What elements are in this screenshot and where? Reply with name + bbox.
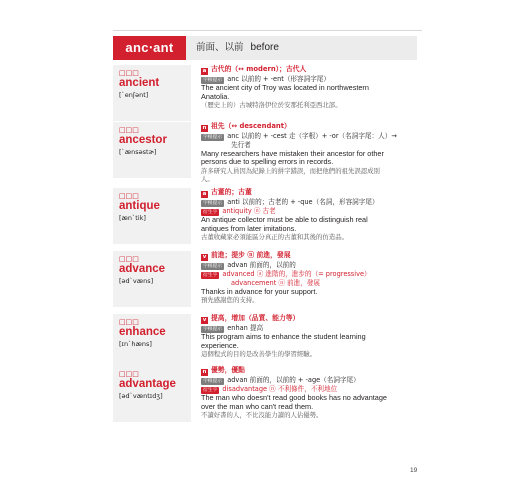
morph-line-cont: 先行者 — [231, 141, 251, 149]
example-zh-cont: 人。 — [201, 175, 214, 184]
example-zh: （歷史上的）古城特洛伊位於安那托利亞西北部。 — [201, 101, 342, 110]
derivative-tag: 衍生字 — [203, 210, 218, 215]
morph-tag: 字根提示 — [203, 379, 223, 384]
sense-text: 古代的（↔ modern）；古代人 — [211, 65, 307, 73]
headword: antique — [119, 200, 160, 212]
phonetic: [ˋænsəstɚ] — [119, 148, 157, 156]
derivative-tag: 衍生字 — [203, 273, 218, 278]
definition-panel — [201, 366, 422, 420]
pos-icon: v — [202, 317, 207, 323]
morph-text: enhan 提高 — [227, 324, 264, 332]
pos-icon: n — [202, 369, 207, 375]
headword: ancient — [119, 77, 160, 89]
sense-line — [201, 314, 422, 324]
morph-text: advan 前面的，以前的 — [227, 261, 296, 269]
sense-line — [201, 122, 422, 132]
example-en: An antique collector must be able to distinguish real — [201, 215, 368, 224]
pos-icon: n — [202, 125, 207, 131]
derivative-tag: 衍生字 — [203, 388, 218, 393]
example-en-cont: Anatolia. — [201, 91, 230, 101]
morph-tag: 字根提示 — [203, 201, 223, 206]
sense-line — [201, 366, 422, 376]
sense-text: 提高，增加（品質、能力等） — [211, 314, 300, 322]
definition-panel — [201, 65, 422, 110]
sense-line — [201, 65, 422, 75]
example-zh: 不讀好書的人，不比沒能力讀的人佔優勢。 — [201, 411, 323, 420]
example-en: The man who doesn't read good books has no advantage — [201, 393, 387, 402]
morph-line — [201, 376, 422, 385]
root-label: anc‧ant — [113, 36, 186, 60]
morph-text: anc 以前的 + -ent（形容詞字尾） — [227, 75, 330, 83]
headword-panel — [113, 188, 191, 244]
definition-panel — [201, 314, 422, 359]
headword: advantage — [119, 378, 176, 390]
example-zh: 古董收藏家必須能區分真正的古董和其後的仿造品。 — [201, 233, 348, 242]
derivative-text: advanced ⓐ 進階的，進步的（= progressive） — [222, 270, 371, 278]
sense-text: 優勢，優點 — [211, 366, 245, 374]
root-meaning — [196, 36, 279, 60]
headword-panel — [113, 251, 191, 307]
checkbox-marks: □□□ — [119, 370, 139, 378]
pos-icon: a — [202, 191, 207, 197]
sense-text: 前進；提步 ⓝ 前進，發展 — [211, 251, 291, 259]
morph-tag: 字根提示 — [203, 327, 223, 332]
sense-line — [201, 251, 422, 261]
headword: enhance — [119, 326, 166, 338]
root-meaning-zh: 前面、以前 — [196, 42, 244, 53]
example-en-cont: experience. — [201, 340, 239, 350]
headword-panel — [113, 122, 191, 178]
phonetic: [ænˋtik] — [119, 214, 146, 222]
root-header — [113, 36, 417, 60]
morph-tag: 字根提示 — [203, 264, 223, 269]
headword-panel — [113, 366, 191, 422]
checkbox-marks: □□□ — [119, 255, 139, 263]
example-en-cont: persons due to spelling errors in records. — [201, 157, 334, 167]
derivative-text: antiquity ⓝ 古老 — [222, 207, 276, 215]
definition-panel — [201, 188, 422, 242]
headword-panel — [113, 65, 191, 121]
definition-panel — [201, 122, 422, 184]
derivative-line — [201, 270, 422, 279]
morph-line — [201, 198, 422, 207]
definition-panel — [201, 251, 422, 305]
morph-text: advan 前面的，以前的 + -age（名詞字尾） — [227, 376, 360, 384]
headword: advance — [119, 263, 166, 275]
sense-text: 古董的；古董 — [211, 188, 252, 196]
root-meaning-en: before — [250, 42, 279, 53]
phonetic: [ədˋvæns] — [119, 277, 154, 285]
example-zh: 許多研究人員因為紀錄上的拼字錯誤，而把他們的祖先誤認成別 — [201, 166, 380, 175]
example-en-cont: over the man who can't read them. — [201, 401, 314, 411]
derivative-text: disadvantage ⓝ 不利條件，不利地位 — [222, 385, 338, 393]
morph-tag: 字根提示 — [203, 135, 223, 140]
pos-icon: a — [202, 68, 207, 74]
sense-text: 祖先（↔ descendant） — [211, 122, 291, 130]
checkbox-marks: □□□ — [119, 126, 139, 134]
checkbox-marks: □□□ — [119, 69, 139, 77]
example-en-cont: antiques from later imitations. — [201, 223, 297, 233]
morph-text: anc 以前的 + -cest 走（字根）+ -or（名詞字尾：人）→ — [227, 132, 397, 140]
page-number: 19 — [410, 467, 418, 474]
example-zh: 這個程式的目的是改善學生的學習經驗。 — [201, 350, 317, 359]
headword: ancestor — [119, 134, 167, 146]
phonetic: [ɪnˋhæns] — [119, 340, 152, 348]
root-meaning-bar — [186, 36, 417, 60]
example-en: This program aims to enhance the student learning — [201, 332, 366, 341]
sense-line — [201, 188, 422, 198]
example-zh: 預先感謝您的支持。 — [201, 296, 259, 305]
morph-text: anti 以前的；古老的 + -que（名詞，形容詞字尾） — [227, 198, 379, 206]
morph-line — [201, 261, 422, 270]
pos-icon: v — [202, 254, 207, 260]
morph-tag: 字根提示 — [203, 78, 223, 83]
top-rule — [113, 30, 422, 31]
morph-line — [201, 132, 422, 141]
example-en: Thanks in advance for your support. — [201, 286, 318, 296]
headword-panel — [113, 314, 191, 370]
phonetic: [ədˋvæntɪdʒ] — [119, 392, 163, 400]
phonetic: [ˋenʃənt] — [119, 91, 149, 99]
example-en: The ancient city of Troy was located in northwestern — [201, 83, 369, 92]
example-en: Many researchers have mistaken their ancestor for other — [201, 148, 384, 158]
checkbox-marks: □□□ — [119, 318, 139, 326]
derivative-text-cont: advancement ⓝ 前進，發展 — [231, 279, 321, 287]
checkbox-marks: □□□ — [119, 192, 139, 200]
